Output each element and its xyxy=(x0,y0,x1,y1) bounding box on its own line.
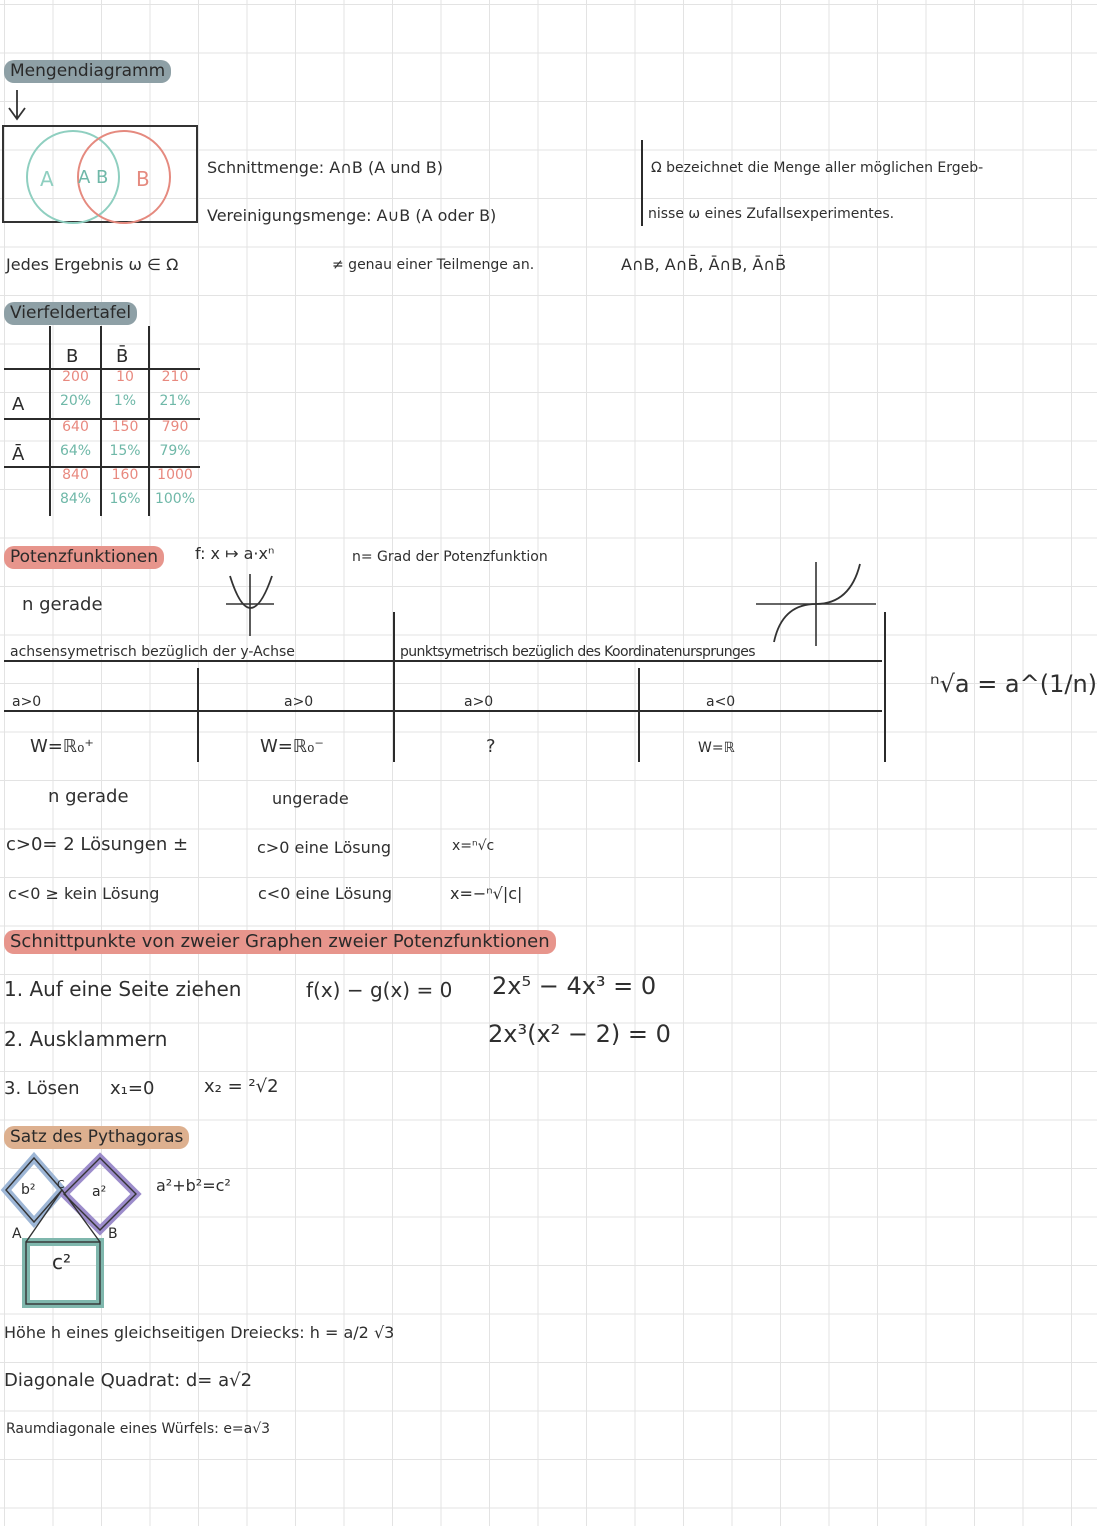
vierfelder-cell: 10 xyxy=(116,369,134,385)
vierfelder-cell: 64% xyxy=(59,443,92,459)
space-diagonal-text: Raumdiagonale eines Würfels: e=a√3 xyxy=(6,1421,271,1437)
vierfelder-cell: 150 xyxy=(111,419,139,435)
pyth-label-c2: c² xyxy=(52,1250,72,1274)
col-header-bbar: B̄ xyxy=(116,346,129,367)
step-1: 1. Auf eine Seite ziehen xyxy=(4,977,242,1001)
heading-vierfeldertafel: Vierfeldertafel xyxy=(4,302,137,325)
intersection-text: Schnittmenge: A∩B (A und B) xyxy=(207,158,444,177)
step-1-equation: f(x) − g(x) = 0 xyxy=(306,978,453,1002)
heading-potenzfunktionen: Potenzfunktionen xyxy=(4,546,164,569)
vierfelder-cell: 640 xyxy=(62,419,89,435)
solution-x2: x₂ = ²√2 xyxy=(204,1076,279,1097)
range-3: ? xyxy=(486,736,496,757)
degree-text: n= Grad der Potenzfunktion xyxy=(352,549,548,565)
even-label: n gerade xyxy=(48,786,129,807)
point-sym-text: punktsymetrisch bezüglich des Koordinatenursprunges xyxy=(400,644,755,660)
height-text: Höhe h eines gleichseitigen Dreiecks: h = a/2 √3 xyxy=(4,1323,395,1342)
heading-mengendiagramm: Mengendiagramm xyxy=(4,60,171,83)
pythagoras-figure xyxy=(0,1150,150,1310)
vierfelder-cell: 21% xyxy=(159,393,191,409)
range-2: W=ℝ₀⁻ xyxy=(260,736,324,757)
step-3: 3. Lösen xyxy=(4,1078,80,1099)
col-a4: a<0 xyxy=(706,694,736,710)
pyth-point-c: C xyxy=(57,1178,65,1191)
subsets-text: A∩B, A∩B̄, Ā∩B, Ā∩B̄ xyxy=(621,255,787,274)
heading-schnittpunkte: Schnittpunkte von zweier Graphen zweier Potenzfunktionen xyxy=(4,930,556,954)
even-pos-text: c>0= 2 Lösungen ± xyxy=(6,834,189,855)
axis-sym-text: achsensymetrisch bezüglich der y-Achse xyxy=(10,644,295,660)
venn-label-b: B xyxy=(136,167,150,191)
vierfelder-cell: 160 xyxy=(111,467,139,483)
vierfelder-cell: 100% xyxy=(154,491,196,507)
odd-pos-x: x=ⁿ√c xyxy=(452,838,495,854)
pyth-point-a: A xyxy=(12,1226,22,1242)
odd-pos-text: c>0 eine Lösung xyxy=(257,838,392,857)
venn-diagram-box xyxy=(2,125,198,223)
root-rule: ⁿ√a = a^(1/n) xyxy=(930,670,1097,698)
odd-label: ungerade xyxy=(272,789,349,808)
step-1-example: 2x⁵ − 4x³ = 0 xyxy=(492,972,657,1000)
col-a3: a>0 xyxy=(464,694,494,710)
range-4: W=ℝ xyxy=(698,740,735,756)
vierfelder-cell: 840 xyxy=(62,467,89,483)
odd-neg-text: c<0 eine Lösung xyxy=(258,884,393,903)
vierfelder-cell: 1000 xyxy=(157,467,193,483)
venn-label-ab: A B xyxy=(78,167,109,188)
potenz-formula: f: x ↦ a·xⁿ xyxy=(195,544,275,563)
row-header-a: A xyxy=(12,394,25,415)
col-a1: a>0 xyxy=(12,694,42,710)
vierfelder-cell: 79% xyxy=(159,443,191,459)
pyth-label-b2: b² xyxy=(21,1182,36,1198)
step-2: 2. Ausklammern xyxy=(4,1027,168,1051)
solution-x1: x₁=0 xyxy=(110,1078,155,1099)
vierfelder-cell: 15% xyxy=(109,443,141,459)
pyth-label-a2: a² xyxy=(92,1184,107,1200)
heading-pythagoras: Satz des Pythagoras xyxy=(4,1126,189,1149)
odd-neg-x: x=−ⁿ√|c| xyxy=(450,884,523,903)
even-neg-text: c<0 ≥ kein Lösung xyxy=(8,884,160,903)
exactly-one-text: ≠ genau einer Teilmenge an. xyxy=(332,257,535,273)
vierfelder-cell: 84% xyxy=(59,491,92,507)
vierfelder-cell: 20% xyxy=(59,393,92,409)
vierfelder-cell: 1% xyxy=(113,393,137,409)
down-arrow-icon xyxy=(6,88,28,122)
range-1: W=ℝ₀⁺ xyxy=(30,736,94,757)
col-a2: a>0 xyxy=(284,694,314,710)
divider-vertical xyxy=(641,140,643,226)
vierfelder-cell: 16% xyxy=(109,491,141,507)
omega-line-2: nisse ω eines Zufallsexperimentes. xyxy=(648,206,895,222)
vierfelder-cell: 210 xyxy=(161,369,189,385)
diagonal-text: Diagonale Quadrat: d= a√2 xyxy=(4,1370,253,1391)
each-result-text: Jedes Ergebnis ω ∈ Ω xyxy=(6,255,179,274)
n-even-text: n gerade xyxy=(22,594,103,615)
col-header-b: B xyxy=(66,346,79,367)
step-2-example: 2x³(x² − 2) = 0 xyxy=(488,1020,671,1048)
vierfelder-cell: 790 xyxy=(161,419,189,435)
row-header-abar: Ā xyxy=(12,444,25,465)
vierfelder-cell: 200 xyxy=(62,369,89,385)
venn-label-a: A xyxy=(40,167,54,191)
vierfeldertafel xyxy=(4,326,200,516)
union-text: Vereinigungsmenge: A∪B (A oder B) xyxy=(207,206,497,225)
pyth-point-b: B xyxy=(108,1226,118,1242)
pyth-formula: a²+b²=c² xyxy=(156,1176,231,1195)
potenz-table xyxy=(4,612,886,762)
omega-line-1: Ω bezeichnet die Menge aller möglichen Ergeb- xyxy=(651,160,984,176)
